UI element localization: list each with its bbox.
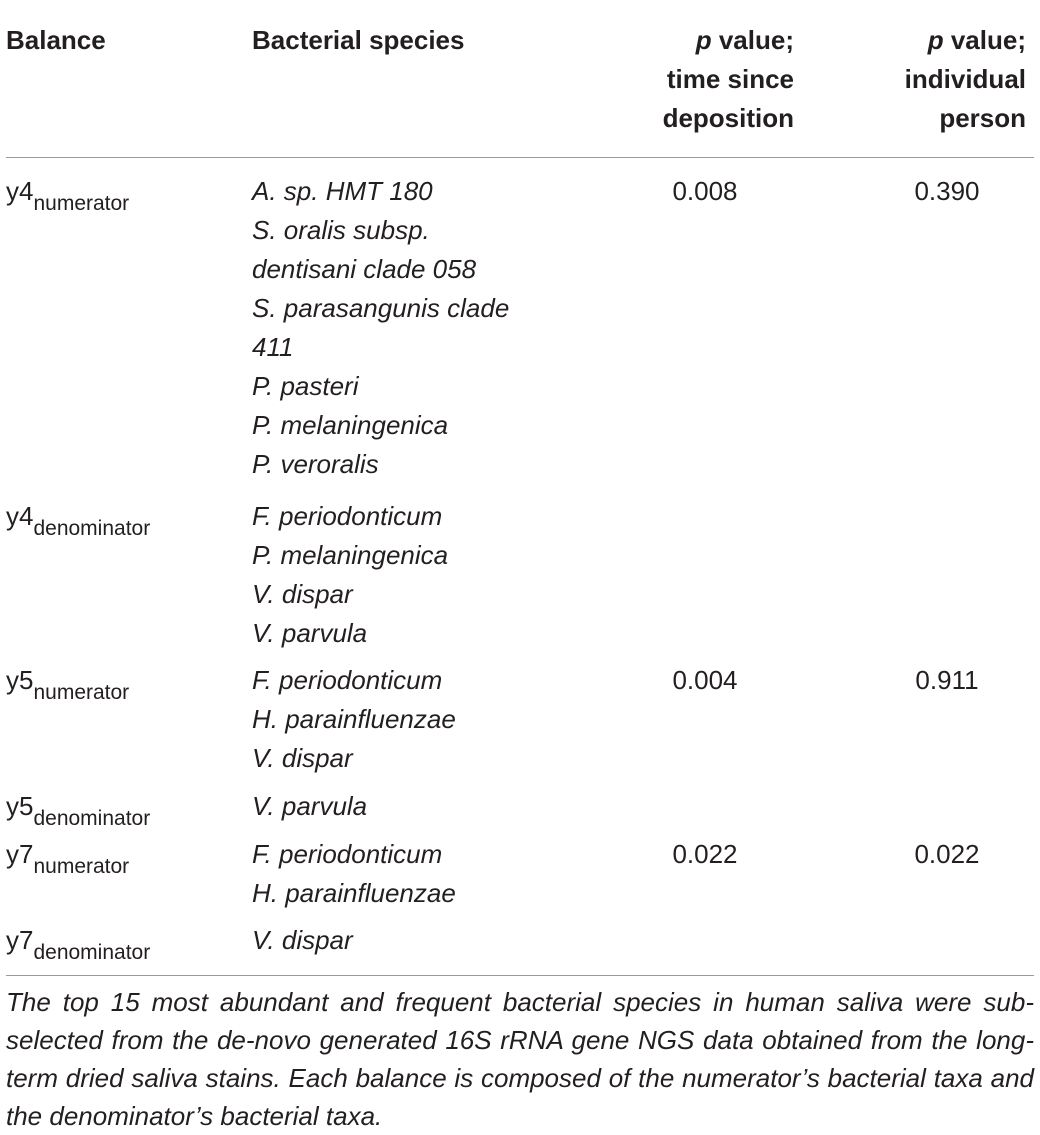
- row-y7-numerator-balance: $y7_{numerator}$: [6, 839, 130, 878]
- header-p-time-p: p: [695, 25, 712, 55]
- header-species: Bacterial species: [252, 25, 465, 55]
- row-y5-numerator-species: [252, 661, 456, 778]
- header-p-person-line1: value;: [943, 25, 1026, 55]
- species-item: P. melaningenica: [252, 540, 449, 570]
- row-y7-p-time: 0.022: [672, 839, 738, 869]
- row-y7-denominator-balance: $y7_{denominator}$: [6, 925, 151, 964]
- row-y7-numerator-species: [252, 835, 456, 913]
- row-y5-p-time: 0.004: [672, 665, 738, 695]
- row-y4-p-time: 0.008: [672, 176, 738, 206]
- species-item: dentisani clade 058: [252, 254, 477, 284]
- species-item: V. parvula: [252, 791, 368, 821]
- row-y4-denominator-species: [252, 497, 448, 653]
- species-item: V. parvula: [252, 618, 368, 648]
- species-item: V. dispar: [252, 743, 353, 773]
- row-y5-p-person: 0.911: [915, 665, 979, 695]
- row-y7-denominator-species: [252, 921, 353, 960]
- header-p-person-line3: person: [939, 103, 1026, 133]
- header-p-time-line3: deposition: [662, 103, 794, 133]
- species-item: F. periodonticum: [252, 665, 443, 695]
- row-y4-p-person: 0.390: [914, 176, 980, 206]
- header-p-person-line2: individual: [904, 64, 1026, 94]
- row-y4-numerator-balance: $y4_{numerator}$: [6, 176, 130, 215]
- row-y5-denominator-balance: $y5_{denominator}$: [6, 791, 151, 830]
- row-y7-p-person: 0.022: [914, 839, 980, 869]
- header-p-person-p: p: [927, 25, 944, 55]
- row-y5-numerator-balance: $y5_{numerator}$: [6, 665, 130, 704]
- species-item: V. dispar: [252, 925, 353, 955]
- species-item: 411: [252, 332, 294, 362]
- header-divider: [6, 157, 1034, 158]
- species-item: H. parainfluenzae: [252, 878, 456, 908]
- species-item: F. periodonticum: [252, 839, 443, 869]
- species-item: P. melaningenica: [252, 410, 449, 440]
- species-item: P. pasteri: [252, 371, 359, 401]
- species-item: V. dispar: [252, 579, 353, 609]
- species-item: P. veroralis: [252, 449, 379, 479]
- species-item: S. parasangunis clade: [252, 293, 510, 323]
- header-p-time-line2: time since: [666, 64, 794, 94]
- header-p-time: [600, 21, 794, 138]
- header-p-person: [852, 21, 1026, 138]
- header-balance: Balance: [6, 25, 106, 55]
- table-bottom-divider: [6, 975, 1034, 976]
- species-item: F. periodonticum: [252, 501, 443, 531]
- header-p-time-line1: value;: [711, 25, 794, 55]
- species-item: A. sp. HMT 180: [252, 176, 433, 206]
- row-y5-denominator-species: [252, 787, 367, 826]
- row-y4-numerator-species: [252, 172, 509, 484]
- species-item: H. parainfluenzae: [252, 704, 456, 734]
- species-item: S. oralis subsp.: [252, 215, 430, 245]
- row-y4-denominator-balance: $y4_{denominator}$: [6, 501, 151, 540]
- table-footnote: The top 15 most abundant and frequent bacterial species in human saliva were sub-selected from the de-novo generated 16S rRNA gene NGS data obtained from the long-term dried saliva stains. Each balance is composed of the numerator’s bacterial taxa and the denominator’s bacterial taxa.: [6, 987, 1034, 1131]
